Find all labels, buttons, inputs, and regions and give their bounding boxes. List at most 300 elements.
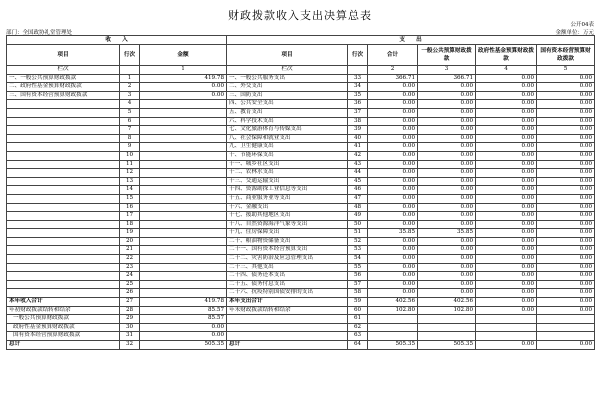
expense-row-no: 62	[348, 323, 368, 332]
income-row-no: 23	[120, 263, 140, 272]
expense-row-no: 63	[348, 332, 368, 341]
summary-row	[7, 323, 595, 332]
fund-budget-amount: 0.00	[476, 341, 537, 350]
fund-budget-amount: 0.00	[476, 237, 537, 246]
income-item: 国有资本经营预算财政拨款	[7, 332, 120, 341]
state-capital-amount: 0.00	[537, 341, 595, 350]
expense-total: 0.00	[368, 126, 418, 135]
general-budget-amount: 0.00	[418, 263, 476, 272]
fund-budget-amount: 0.00	[476, 160, 537, 169]
expense-row-no: 39	[348, 126, 368, 135]
state-capital-amount	[537, 315, 595, 324]
expense-total: 0.00	[368, 280, 418, 289]
item-header: 项目	[7, 45, 120, 66]
department-label: 部门：全国政协礼堂管理处	[6, 30, 73, 36]
table-row	[7, 151, 595, 160]
state-capital-amount: 0.00	[537, 306, 595, 315]
state-capital-amount: 0.00	[537, 194, 595, 203]
income-row-no: 32	[120, 341, 140, 350]
expense-total: 366.71	[368, 74, 418, 83]
income-amount	[140, 212, 227, 221]
expense-row-no: 49	[348, 212, 368, 221]
fund-budget-amount: 0.00	[476, 117, 537, 126]
income-item	[7, 126, 120, 135]
expense-total: 0.00	[368, 220, 418, 229]
expense-row-no: 36	[348, 100, 368, 109]
table-row	[7, 100, 595, 109]
income-amount: 85.57	[140, 315, 227, 324]
general-budget-amount: 0.00	[418, 108, 476, 117]
table-row	[7, 108, 595, 117]
income-amount	[140, 220, 227, 229]
income-amount	[140, 263, 227, 272]
column-number: 3	[418, 66, 476, 75]
form-code: 公开04表	[570, 22, 594, 28]
income-amount: 0.00	[140, 83, 227, 92]
expense-row-no: 58	[348, 289, 368, 298]
general-budget-amount: 0.00	[418, 151, 476, 160]
fund-budget-amount: 0.00	[476, 194, 537, 203]
income-row-no: 25	[120, 280, 140, 289]
expense-item: 二十六、抗疫特别国债安排的支出	[227, 289, 348, 298]
state-capital-amount: 0.00	[537, 289, 595, 298]
table-row	[7, 194, 595, 203]
income-item: 本年收入合计	[7, 298, 120, 307]
table-row	[7, 186, 595, 195]
state-capital-amount: 0.00	[537, 280, 595, 289]
expense-item: 十二、农林水支出	[227, 169, 348, 178]
expense-total: 0.00	[368, 246, 418, 255]
fund-budget-amount: 0.00	[476, 126, 537, 135]
table-row	[7, 220, 595, 229]
income-row-no: 16	[120, 203, 140, 212]
general-budget-amount: 505.35	[418, 341, 476, 350]
general-budget-amount: 0.00	[418, 83, 476, 92]
column-number-label: 栏次	[227, 66, 348, 75]
expense-total: 0.00	[368, 91, 418, 100]
expense-row-no: 38	[348, 117, 368, 126]
expense-item: 五、教育支出	[227, 108, 348, 117]
income-row-no: 2	[120, 83, 140, 92]
income-item	[7, 177, 120, 186]
fund-budget-amount: 0.00	[476, 220, 537, 229]
expense-row-no: 34	[348, 83, 368, 92]
general-budget-amount: 0.00	[418, 280, 476, 289]
state-capital-amount: 0.00	[537, 298, 595, 307]
income-row-no: 7	[120, 126, 140, 135]
fund-budget-amount: 0.00	[476, 177, 537, 186]
expense-row-no: 42	[348, 151, 368, 160]
expense-item: 二十四、债务还本支出	[227, 272, 348, 281]
expense-item: 三、国防支出	[227, 91, 348, 100]
fund-budget-amount: 0.00	[476, 212, 537, 221]
income-amount	[140, 203, 227, 212]
income-amount	[140, 134, 227, 143]
general-budget-amount: 102.80	[418, 306, 476, 315]
income-amount: 419.78	[140, 74, 227, 83]
income-row-no: 10	[120, 151, 140, 160]
income-item	[7, 263, 120, 272]
expense-item: 十一、城乡社区支出	[227, 160, 348, 169]
fund-budget-amount: 0.00	[476, 186, 537, 195]
expense-total: 0.00	[368, 194, 418, 203]
item-header: 项目	[227, 45, 348, 66]
expense-header: 支 出	[227, 36, 595, 45]
expense-item: 二、外交支出	[227, 83, 348, 92]
general-budget-amount: 35.85	[418, 229, 476, 238]
fund-budget-amount: 0.00	[476, 83, 537, 92]
fund-budget-amount: 0.00	[476, 289, 537, 298]
income-item	[7, 229, 120, 238]
income-amount	[140, 246, 227, 255]
general-budget-amount: 0.00	[418, 220, 476, 229]
income-item	[7, 100, 120, 109]
expense-row-no: 60	[348, 306, 368, 315]
fund-budget-amount: 0.00	[476, 108, 537, 117]
income-amount: 0.00	[140, 323, 227, 332]
table-row	[7, 263, 595, 272]
expense-total: 0.00	[368, 134, 418, 143]
income-row-no: 24	[120, 272, 140, 281]
state-capital-amount: 0.00	[537, 134, 595, 143]
column-number: 2	[368, 66, 418, 75]
page-title: 财政拨款收入支出决算总表	[228, 9, 372, 22]
income-item: 年初财政拨款结转和结余	[7, 306, 120, 315]
expense-row-no: 47	[348, 194, 368, 203]
income-amount	[140, 151, 227, 160]
income-amount	[140, 186, 227, 195]
expense-item: 二十三、其他支出	[227, 263, 348, 272]
income-item	[7, 212, 120, 221]
expense-row-no: 52	[348, 237, 368, 246]
income-row-no: 15	[120, 194, 140, 203]
state-capital-header: 国有资本经营预算财政拨款	[537, 45, 595, 66]
expense-item: 九、卫生健康支出	[227, 143, 348, 152]
income-amount	[140, 126, 227, 135]
fund-budget-amount: 0.00	[476, 151, 537, 160]
expense-total: 0.00	[368, 143, 418, 152]
income-item: 二、政府性基金预算财政拨款	[7, 83, 120, 92]
expense-item: 总计	[227, 341, 348, 350]
income-row-no: 28	[120, 306, 140, 315]
expense-item: 八、社会保障和就业支出	[227, 134, 348, 143]
general-budget-amount: 0.00	[418, 169, 476, 178]
income-amount	[140, 169, 227, 178]
income-amount	[140, 100, 227, 109]
income-amount	[140, 117, 227, 126]
expense-item	[227, 315, 348, 324]
income-row-no: 6	[120, 117, 140, 126]
state-capital-amount: 0.00	[537, 177, 595, 186]
state-capital-amount: 0.00	[537, 246, 595, 255]
column-number: 4	[476, 66, 537, 75]
state-capital-amount	[537, 323, 595, 332]
expense-row-no: 61	[348, 315, 368, 324]
state-capital-amount: 0.00	[537, 203, 595, 212]
general-budget-amount: 0.00	[418, 160, 476, 169]
state-capital-amount: 0.00	[537, 229, 595, 238]
column-number	[348, 66, 368, 75]
income-amount	[140, 280, 227, 289]
expense-row-no: 53	[348, 246, 368, 255]
income-item	[7, 160, 120, 169]
expense-row-no: 46	[348, 186, 368, 195]
expense-total: 505.35	[368, 341, 418, 350]
fund-budget-amount: 0.00	[476, 143, 537, 152]
state-capital-amount: 0.00	[537, 169, 595, 178]
table-row	[7, 255, 595, 264]
general-budget-amount	[418, 323, 476, 332]
expense-row-no: 41	[348, 143, 368, 152]
expense-item: 年末财政拨款结转和结余	[227, 306, 348, 315]
state-capital-amount: 0.00	[537, 255, 595, 264]
income-item	[7, 117, 120, 126]
income-item	[7, 203, 120, 212]
income-item	[7, 237, 120, 246]
fund-budget-amount	[476, 323, 537, 332]
income-item	[7, 289, 120, 298]
fund-budget-amount: 0.00	[476, 298, 537, 307]
expense-total: 0.00	[368, 289, 418, 298]
income-row-no: 1	[120, 74, 140, 83]
income-amount: 85.57	[140, 306, 227, 315]
income-row-no: 21	[120, 246, 140, 255]
general-budget-amount: 402.56	[418, 298, 476, 307]
expense-total: 0.00	[368, 151, 418, 160]
income-item	[7, 186, 120, 195]
total-header: 合计	[368, 45, 418, 66]
state-capital-amount: 0.00	[537, 160, 595, 169]
income-amount	[140, 237, 227, 246]
expense-total: 402.56	[368, 298, 418, 307]
expense-item: 本年支出合计	[227, 298, 348, 307]
fund-budget-amount: 0.00	[476, 255, 537, 264]
summary-row	[7, 298, 595, 307]
general-budget-amount: 0.00	[418, 177, 476, 186]
expense-item: 二十一、国有资本经营预算支出	[227, 246, 348, 255]
table-row	[7, 91, 595, 100]
income-row-no: 31	[120, 332, 140, 341]
expense-item: 十、节能环保支出	[227, 151, 348, 160]
expense-row-no: 40	[348, 134, 368, 143]
state-capital-amount: 0.00	[537, 263, 595, 272]
table-row	[7, 229, 595, 238]
income-item	[7, 220, 120, 229]
fund-budget-amount: 0.00	[476, 263, 537, 272]
fund-budget-amount: 0.00	[476, 203, 537, 212]
state-capital-amount: 0.00	[537, 117, 595, 126]
expense-row-no: 59	[348, 298, 368, 307]
expense-total: 0.00	[368, 203, 418, 212]
state-capital-amount: 0.00	[537, 272, 595, 281]
expense-item: 二十、粮油物资储备支出	[227, 237, 348, 246]
table-row	[7, 246, 595, 255]
income-item: 三、国有资本经营预算财政拨款	[7, 91, 120, 100]
income-amount	[140, 194, 227, 203]
state-capital-amount: 0.00	[537, 212, 595, 221]
expense-total: 35.85	[368, 229, 418, 238]
fund-budget-amount: 0.00	[476, 272, 537, 281]
expense-row-no: 33	[348, 74, 368, 83]
income-amount	[140, 289, 227, 298]
income-amount	[140, 143, 227, 152]
amount-header: 金额	[140, 45, 227, 66]
general-budget-amount: 366.71	[418, 74, 476, 83]
fund-budget-header: 政府性基金预算财政拨款	[476, 45, 537, 66]
income-item: 政府性基金预算财政拨款	[7, 323, 120, 332]
income-row-no: 22	[120, 255, 140, 264]
expense-item	[227, 323, 348, 332]
state-capital-amount: 0.00	[537, 143, 595, 152]
expense-row-no: 44	[348, 169, 368, 178]
state-capital-amount: 0.00	[537, 83, 595, 92]
income-row-no: 5	[120, 108, 140, 117]
fund-budget-amount: 0.00	[476, 134, 537, 143]
income-row-no: 12	[120, 169, 140, 178]
income-header: 收 入	[7, 36, 227, 45]
income-item	[7, 108, 120, 117]
general-budget-amount: 0.00	[418, 100, 476, 109]
fund-budget-amount: 0.00	[476, 169, 537, 178]
expense-item: 十九、住房保障支出	[227, 229, 348, 238]
column-number-label: 栏次	[7, 66, 120, 75]
income-amount	[140, 272, 227, 281]
general-budget-header: 一般公共预算财政拨款	[418, 45, 476, 66]
expense-item: 十六、金融支出	[227, 203, 348, 212]
income-row-no: 27	[120, 298, 140, 307]
expense-total: 0.00	[368, 100, 418, 109]
general-budget-amount: 0.00	[418, 289, 476, 298]
state-capital-amount: 0.00	[537, 237, 595, 246]
budget-table	[6, 35, 595, 350]
general-budget-amount: 0.00	[418, 91, 476, 100]
state-capital-amount: 0.00	[537, 74, 595, 83]
general-budget-amount: 0.00	[418, 246, 476, 255]
expense-total: 0.00	[368, 272, 418, 281]
state-capital-amount: 0.00	[537, 186, 595, 195]
fund-budget-amount: 0.00	[476, 229, 537, 238]
table-row	[7, 280, 595, 289]
table-row	[7, 160, 595, 169]
fund-budget-amount: 0.00	[476, 280, 537, 289]
expense-total: 0.00	[368, 237, 418, 246]
income-amount: 505.35	[140, 341, 227, 350]
general-budget-amount: 0.00	[418, 255, 476, 264]
income-row-no: 26	[120, 289, 140, 298]
general-budget-amount: 0.00	[418, 212, 476, 221]
income-item	[7, 255, 120, 264]
expense-item: 二十二、灾害防治及应急管理支出	[227, 255, 348, 264]
general-budget-amount	[418, 315, 476, 324]
expense-total: 0.00	[368, 117, 418, 126]
state-capital-amount	[537, 332, 595, 341]
expense-item: 十三、交通运输支出	[227, 177, 348, 186]
unit-label: 金额单位：万元	[555, 30, 594, 36]
fund-budget-amount	[476, 332, 537, 341]
income-row-no: 18	[120, 220, 140, 229]
expense-item: 四、公共安全支出	[227, 100, 348, 109]
expense-row-no: 45	[348, 177, 368, 186]
expense-item: 十四、资源勘探工业信息等支出	[227, 186, 348, 195]
income-row-no: 17	[120, 212, 140, 221]
expense-row-no: 51	[348, 229, 368, 238]
table-row	[7, 126, 595, 135]
state-capital-amount: 0.00	[537, 91, 595, 100]
expense-row-no: 64	[348, 341, 368, 350]
income-item	[7, 272, 120, 281]
table-row	[7, 169, 595, 178]
income-row-no: 13	[120, 177, 140, 186]
expense-row-no: 57	[348, 280, 368, 289]
income-item	[7, 134, 120, 143]
fund-budget-amount: 0.00	[476, 306, 537, 315]
table-row	[7, 83, 595, 92]
expense-item: 十八、自然资源海洋气象等支出	[227, 220, 348, 229]
general-budget-amount: 0.00	[418, 186, 476, 195]
expense-total: 0.00	[368, 108, 418, 117]
income-amount: 419.78	[140, 298, 227, 307]
state-capital-amount: 0.00	[537, 126, 595, 135]
income-row-no: 20	[120, 237, 140, 246]
summary-row	[7, 332, 595, 341]
expense-row-no: 50	[348, 220, 368, 229]
income-row-no: 19	[120, 229, 140, 238]
expense-item: 二十五、债务付息支出	[227, 280, 348, 289]
expense-row-no: 37	[348, 108, 368, 117]
expense-row-no: 48	[348, 203, 368, 212]
expense-row-no: 56	[348, 272, 368, 281]
fund-budget-amount: 0.00	[476, 100, 537, 109]
expense-item: 十五、商业服务业等支出	[227, 194, 348, 203]
general-budget-amount: 0.00	[418, 194, 476, 203]
table-row	[7, 272, 595, 281]
income-amount: 0.00	[140, 332, 227, 341]
table-row	[7, 237, 595, 246]
table-row	[7, 74, 595, 83]
expense-row-no: 43	[348, 160, 368, 169]
table-row	[7, 203, 595, 212]
income-row-no: 8	[120, 134, 140, 143]
income-row-no: 30	[120, 323, 140, 332]
table-row	[7, 177, 595, 186]
income-row-no: 3	[120, 91, 140, 100]
income-amount	[140, 160, 227, 169]
state-capital-amount: 0.00	[537, 220, 595, 229]
income-item	[7, 246, 120, 255]
state-capital-amount: 0.00	[537, 108, 595, 117]
state-capital-amount: 0.00	[537, 100, 595, 109]
expense-total: 102.80	[368, 306, 418, 315]
row-no-header: 行次	[348, 45, 368, 66]
column-number	[120, 66, 140, 75]
table-row	[7, 143, 595, 152]
expense-total	[368, 332, 418, 341]
income-item: 一、一般公共预算财政拨款	[7, 74, 120, 83]
expense-total: 0.00	[368, 160, 418, 169]
expense-total: 0.00	[368, 255, 418, 264]
expense-total	[368, 315, 418, 324]
income-row-no: 4	[120, 100, 140, 109]
income-row-no: 9	[120, 143, 140, 152]
expense-row-no: 35	[348, 91, 368, 100]
table-body	[7, 74, 595, 349]
general-budget-amount: 0.00	[418, 134, 476, 143]
income-amount: 0.00	[140, 91, 227, 100]
general-budget-amount	[418, 332, 476, 341]
fund-budget-amount: 0.00	[476, 246, 537, 255]
column-number: 5	[537, 66, 595, 75]
general-budget-amount: 0.00	[418, 143, 476, 152]
